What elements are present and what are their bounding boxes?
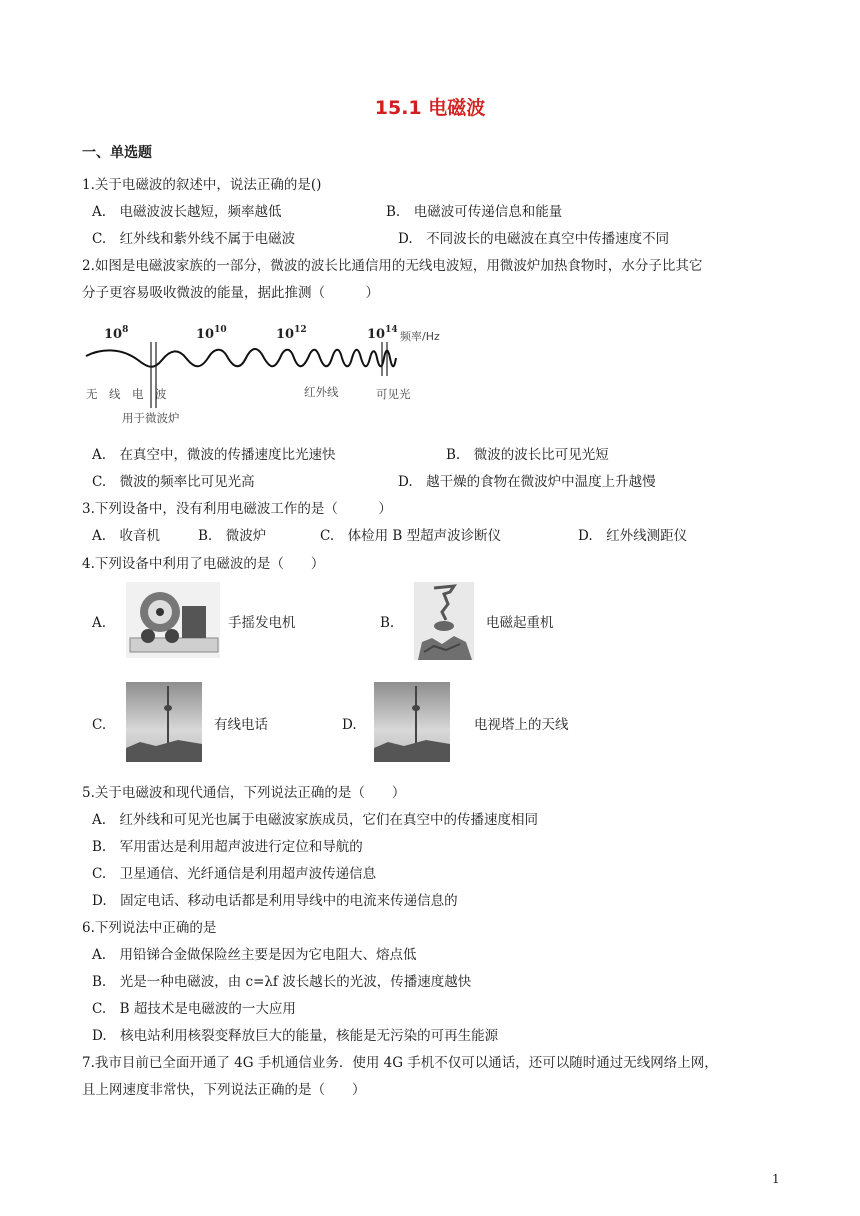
question-5-stem: 5.关于电磁波和现代通信，下列说法正确的是（ ） [82, 785, 406, 801]
q3-option-b: B. 微波炉 [198, 528, 267, 544]
question-7-stem-line2: 且上网速度非常快，下列说法正确的是（ ） [82, 1082, 366, 1098]
q6-option-a: A. 用铅锑合金做保险丝主要是因为它电阻大、熔点低 [92, 947, 417, 963]
q5-option-d: D. 固定电话、移动电话都是利用导线中的电流来传递信息的 [92, 893, 458, 909]
question-6-stem: 6.下列说法中正确的是 [82, 920, 217, 936]
q4-option-b-label: B. [380, 615, 395, 631]
band-infrared: 红外线 [304, 385, 339, 399]
q3-option-a: A. 收音机 [92, 528, 161, 544]
question-2-stem-line1: 2.如图是电磁波家族的一部分，微波的波长比通信用的无线电波短，用微波炉加热食物时，水分子比其它 [82, 258, 703, 274]
band-visible-light: 可见光 [376, 387, 411, 401]
wave-curve [86, 349, 396, 367]
question-4-stem: 4.下列设备中利用了电磁波的是（ ） [82, 556, 325, 572]
q4-option-a-label: A. [92, 615, 107, 631]
q1-option-b: B. 电磁波可传递信息和能量 [386, 204, 563, 220]
frequency-unit-label: 频率/Hz [400, 330, 440, 343]
tick-1e14: $10^{14}$ [367, 325, 398, 342]
band-microwave-oven: 用于微波炉 [122, 411, 180, 425]
band-radio-wave: 无 线 电 波 [86, 387, 167, 401]
q5-option-a: A. 红外线和可见光也属于电磁波家族成员，它们在真空中的传播速度相同 [92, 812, 539, 828]
q4-option-d-text: 电视塔上的天线 [474, 717, 569, 733]
q5-option-c: C. 卫星通信、光纤通信是利用超声波传递信息 [92, 866, 377, 882]
em-spectrum-figure [82, 312, 462, 430]
question-7-stem-line1: 7.我市目前已全面开通了 4G 手机通信业务．使用 4G 手机不仅可以通话，还可以随时通过无线网络上网， [82, 1055, 718, 1071]
q4-option-b-text: 电磁起重机 [486, 615, 554, 631]
q6-option-b: B. 光是一种电磁波，由 c=λf 波长越长的光波，传播速度越快 [92, 974, 472, 990]
page-title: 15.1 电磁波 [374, 97, 486, 119]
question-2-stem-line2: 分子更容易吸收微波的能量，据此推测（ ） [82, 285, 379, 301]
q1-option-d: D. 不同波长的电磁波在真空中传播速度不同 [398, 231, 670, 247]
q5-option-b: B. 军用雷达是利用超声波进行定位和导航的 [92, 839, 363, 855]
q1-option-c: C. 红外线和紫外线不属于电磁波 [92, 231, 296, 247]
q2-option-d: D. 越干燥的食物在微波炉中温度上升越慢 [398, 474, 656, 490]
q3-option-c: C. 体检用 B 型超声波诊断仪 [320, 528, 502, 544]
tv-tower-image [126, 682, 202, 762]
question-1-stem: 1.关于电磁波的叙述中，说法正确的是() [82, 177, 322, 193]
electromagnetic-crane-image [414, 582, 474, 660]
q2-option-c: C. 微波的频率比可见光高 [92, 474, 255, 490]
q6-option-d: D. 核电站利用核裂变释放巨大的能量，核能是无污染的可再生能源 [92, 1028, 499, 1044]
hand-crank-generator-image [126, 582, 220, 658]
tv-tower-antenna-image [374, 682, 450, 762]
q2-option-b: B. 微波的波长比可见光短 [446, 447, 609, 463]
q1-option-a: A. 电磁波波长越短，频率越低 [92, 204, 282, 220]
q2-option-a: A. 在真空中，微波的传播速度比光速快 [92, 447, 336, 463]
section-heading: 一、单选题 [82, 145, 152, 161]
q4-option-a-text: 手摇发电机 [228, 615, 296, 631]
q4-option-d-label: D. [342, 717, 357, 733]
tick-1e12: $10^{12}$ [276, 325, 307, 342]
tick-1e10: $10^{10}$ [196, 325, 227, 342]
q4-option-c-label: C. [92, 717, 107, 733]
q3-option-d: D. 红外线测距仪 [578, 528, 688, 544]
q4-option-c-text: 有线电话 [214, 717, 268, 733]
question-3-stem: 3.下列设备中，没有利用电磁波工作的是（ ） [82, 501, 392, 517]
page-number: 1 [772, 1172, 780, 1186]
q6-option-c: C. B 超技术是电磁波的一大应用 [92, 1001, 296, 1017]
tick-1e8: $10^8$ [104, 325, 129, 342]
